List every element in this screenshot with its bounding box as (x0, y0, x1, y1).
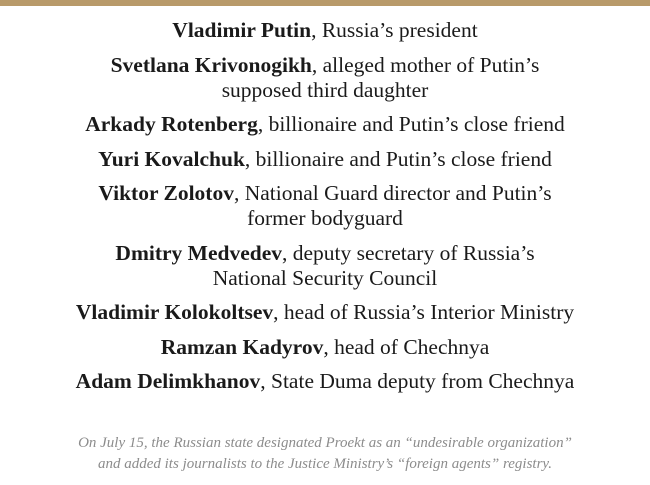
person-entry (20, 53, 630, 103)
footnote (30, 433, 620, 475)
person-description: , billionaire and Putin’s close friend (257, 112, 565, 136)
person-entry (20, 18, 630, 43)
people-list (20, 18, 630, 404)
person-entry (20, 147, 630, 172)
person-description-continued: supposed third daughter (221, 77, 429, 102)
person-description-continued: National Security Council (212, 265, 438, 290)
person-description: , head of Chechnya (323, 334, 490, 359)
person-entry (20, 335, 630, 360)
person-description: , alleged mother of Putin’s (311, 52, 540, 77)
person-name: Vladimir Kolokoltsev (75, 300, 274, 324)
top-accent-rule (0, 0, 650, 6)
person-description: , billionaire and Putin’s close friend (244, 146, 552, 171)
person-name: Dmitry Medvedev (115, 240, 282, 265)
person-name: Vladimir Putin (172, 18, 312, 42)
person-description: , National Guard director and Putin’s (233, 181, 552, 205)
person-entry (20, 241, 630, 291)
person-description: , deputy secretary of Russia’s (282, 240, 535, 265)
person-name: Svetlana Krivonogikh (110, 52, 312, 77)
person-entry (20, 369, 630, 394)
person-name: Viktor Zolotov (98, 181, 234, 205)
person-description: , head of Russia’s Interior Ministry (273, 300, 575, 324)
footnote-line-1: On July 15, the Russian state designated Proekt as an “undesirable organization” (78, 435, 572, 451)
person-name: Arkady Rotenberg (85, 112, 258, 136)
person-description: , State Duma deputy from Chechnya (260, 369, 575, 393)
person-entry (20, 112, 630, 137)
person-description: , Russia’s president (311, 18, 478, 42)
person-name: Adam Delimkhanov (75, 369, 261, 393)
person-name: Ramzan Kadyrov (160, 334, 324, 359)
footnote-line-2: and added its journalists to the Justice Ministry’s “foreign agents” registry. (97, 456, 553, 472)
person-entry (20, 300, 630, 325)
person-description-continued: former bodyguard (247, 206, 403, 230)
person-entry (20, 181, 630, 231)
person-name: Yuri Kovalchuk (98, 146, 245, 171)
